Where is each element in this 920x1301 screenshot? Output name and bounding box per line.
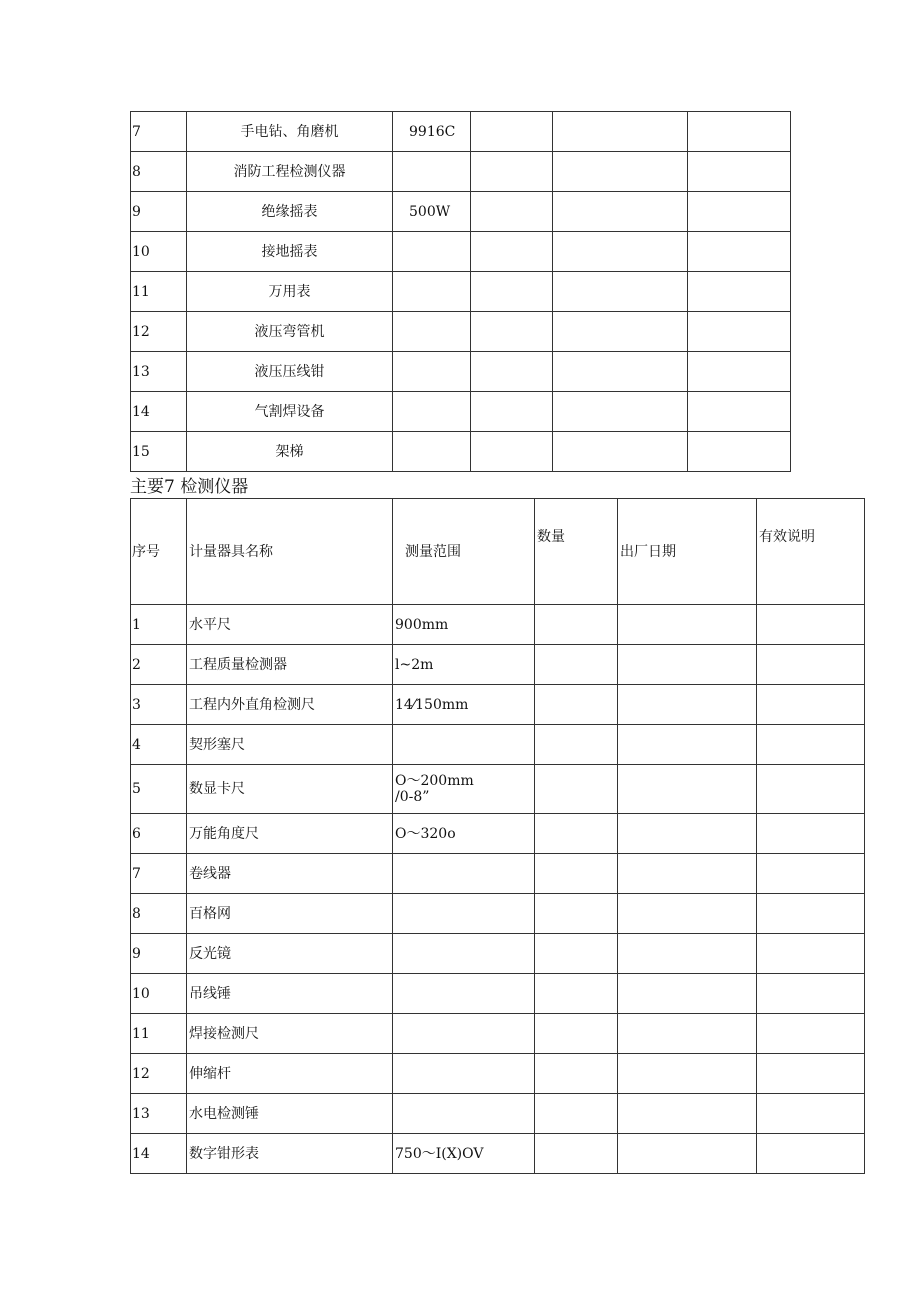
empty-cell [757,645,865,685]
empty-cell [618,1054,757,1094]
tool-name: 绝缘摇表 [187,192,393,232]
empty-cell [535,1054,618,1094]
tool-model: 500W [393,192,471,232]
tool-model: 9916C [393,112,471,152]
empty-cell [757,1094,865,1134]
row-number: 8 [131,152,187,192]
instrument-range [393,1014,535,1054]
tool-model [393,272,471,312]
table-row [131,934,865,974]
empty-cell [535,894,618,934]
row-number: 12 [131,312,187,352]
instrument-range [393,605,535,645]
empty-cell [688,192,791,232]
table-row [131,152,791,192]
instrument-range [393,1134,535,1174]
range-text-secondary: /0-8” [395,789,430,805]
empty-cell [618,605,757,645]
empty-cell [535,1134,618,1174]
row-number: 4 [131,725,187,765]
empty-cell [471,152,553,192]
empty-cell [688,232,791,272]
tool-name: 万用表 [187,272,393,312]
empty-cell [688,392,791,432]
empty-cell [535,725,618,765]
instrument-name: 工程内外直角检测尺 [187,685,393,725]
row-number: 1 [131,605,187,645]
instrument-name: 伸缩杆 [187,1054,393,1094]
instrument-range [393,1054,535,1094]
empty-cell [618,1094,757,1134]
empty-cell [535,645,618,685]
table-row [131,765,865,814]
empty-cell [618,974,757,1014]
empty-cell [757,725,865,765]
table-row [131,645,865,685]
range-text: O～320o [395,825,456,842]
row-number: 11 [131,1014,187,1054]
empty-cell [553,152,688,192]
row-number: 10 [131,232,187,272]
row-number: 15 [131,432,187,472]
range-text: 900mm [395,616,449,633]
tool-name: 手电钻、角磨机 [187,112,393,152]
empty-cell [471,432,553,472]
row-number: 3 [131,685,187,725]
empty-cell [618,854,757,894]
empty-cell [553,272,688,312]
empty-cell [757,605,865,645]
empty-cell [553,112,688,152]
empty-cell [618,894,757,934]
table-header-row [131,499,865,605]
table-row [131,232,791,272]
empty-cell [553,232,688,272]
empty-cell [471,112,553,152]
empty-cell [757,814,865,854]
table-row [131,854,865,894]
instrument-range [393,974,535,1014]
empty-cell [757,854,865,894]
instrument-name: 工程质量检测器 [187,645,393,685]
row-number: 13 [131,352,187,392]
instrument-name: 数显卡尺 [187,765,393,814]
row-number: 14 [131,392,187,432]
tool-name: 液压弯管机 [187,312,393,352]
row-number: 12 [131,1054,187,1094]
table-row [131,685,865,725]
row-number: 9 [131,934,187,974]
tool-model [393,352,471,392]
empty-cell [618,725,757,765]
table-row [131,432,791,472]
table-row [131,814,865,854]
table-row [131,605,865,645]
instrument-name: 吊线锤 [187,974,393,1014]
empty-cell [618,934,757,974]
empty-cell [553,352,688,392]
empty-cell [535,854,618,894]
table-row [131,1054,865,1094]
instrument-name: 水平尺 [187,605,393,645]
empty-cell [535,934,618,974]
empty-cell [535,605,618,645]
instrument-range [393,934,535,974]
table-row [131,392,791,432]
table-row [131,1134,865,1174]
tool-model [393,392,471,432]
header-date: 出厂日期 [618,499,757,605]
row-number: 7 [131,112,187,152]
empty-cell [618,645,757,685]
table-row [131,312,791,352]
range-text: l~2m [395,656,434,673]
table-row [131,725,865,765]
empty-cell [757,1014,865,1054]
empty-cell [688,432,791,472]
empty-cell [553,312,688,352]
instrument-range [393,1094,535,1134]
tool-table [130,111,791,472]
empty-cell [618,1014,757,1054]
empty-cell [757,894,865,934]
instrument-name: 反光镜 [187,934,393,974]
empty-cell [688,352,791,392]
table-row [131,974,865,1014]
instrument-name: 卷线器 [187,854,393,894]
empty-cell [553,432,688,472]
instrument-name: 百格网 [187,894,393,934]
header-name: 计量器具名称 [187,499,393,605]
range-text: O～200mm [395,773,474,789]
table-row [131,894,865,934]
table-row [131,1094,865,1134]
tool-model [393,432,471,472]
tool-model [393,232,471,272]
table-row [131,272,791,312]
empty-cell [553,392,688,432]
tool-model [393,152,471,192]
empty-cell [471,352,553,392]
row-number: 7 [131,854,187,894]
empty-cell [535,1094,618,1134]
instrument-range [393,765,535,814]
row-number: 6 [131,814,187,854]
range-text: 14⁄150mm [395,696,469,713]
empty-cell [535,974,618,1014]
empty-cell [535,814,618,854]
instrument-name: 水电检测锤 [187,1094,393,1134]
row-number: 2 [131,645,187,685]
table-row [131,352,791,392]
instrument-name: 契形塞尺 [187,725,393,765]
empty-cell [535,685,618,725]
empty-cell [618,685,757,725]
instrument-range [393,685,535,725]
instrument-range [393,645,535,685]
empty-cell [757,934,865,974]
empty-cell [757,1134,865,1174]
tool-model [393,312,471,352]
empty-cell [553,192,688,232]
empty-cell [757,1054,865,1094]
empty-cell [688,272,791,312]
empty-cell [618,814,757,854]
empty-cell [471,392,553,432]
row-number: 13 [131,1094,187,1134]
range-text: 750～I(X)OV [395,1145,484,1162]
section-caption: 主要7 检测仪器 [130,477,249,497]
empty-cell [757,685,865,725]
header-no: 序号 [131,499,187,605]
header-range: 测量范围 [393,499,535,605]
instrument-range [393,814,535,854]
row-number: 9 [131,192,187,232]
instrument-range [393,725,535,765]
empty-cell [471,272,553,312]
empty-cell [618,1134,757,1174]
tool-name: 消防工程检测仪器 [187,152,393,192]
instrument-name: 数字钳形表 [187,1134,393,1174]
row-number: 14 [131,1134,187,1174]
instrument-range [393,854,535,894]
tool-name: 接地摇表 [187,232,393,272]
empty-cell [757,974,865,1014]
tool-name: 架梯 [187,432,393,472]
table-row [131,1014,865,1054]
table-row [131,112,791,152]
empty-cell [471,312,553,352]
tool-name: 气割焊设备 [187,392,393,432]
tool-name: 液压压线钳 [187,352,393,392]
instrument-name: 焊接检测尺 [187,1014,393,1054]
instrument-table [130,498,865,1174]
row-number: 11 [131,272,187,312]
empty-cell [471,192,553,232]
empty-cell [688,312,791,352]
instrument-name: 万能角度尺 [187,814,393,854]
instrument-range [393,894,535,934]
empty-cell [757,765,865,814]
empty-cell [535,1014,618,1054]
empty-cell [471,232,553,272]
row-number: 10 [131,974,187,1014]
empty-cell [618,765,757,814]
empty-cell [688,112,791,152]
row-number: 5 [131,765,187,814]
row-number: 8 [131,894,187,934]
empty-cell [535,765,618,814]
header-note: 有效说明 [757,499,865,605]
header-qty: 数量 [535,499,618,605]
empty-cell [688,152,791,192]
table-row [131,192,791,232]
